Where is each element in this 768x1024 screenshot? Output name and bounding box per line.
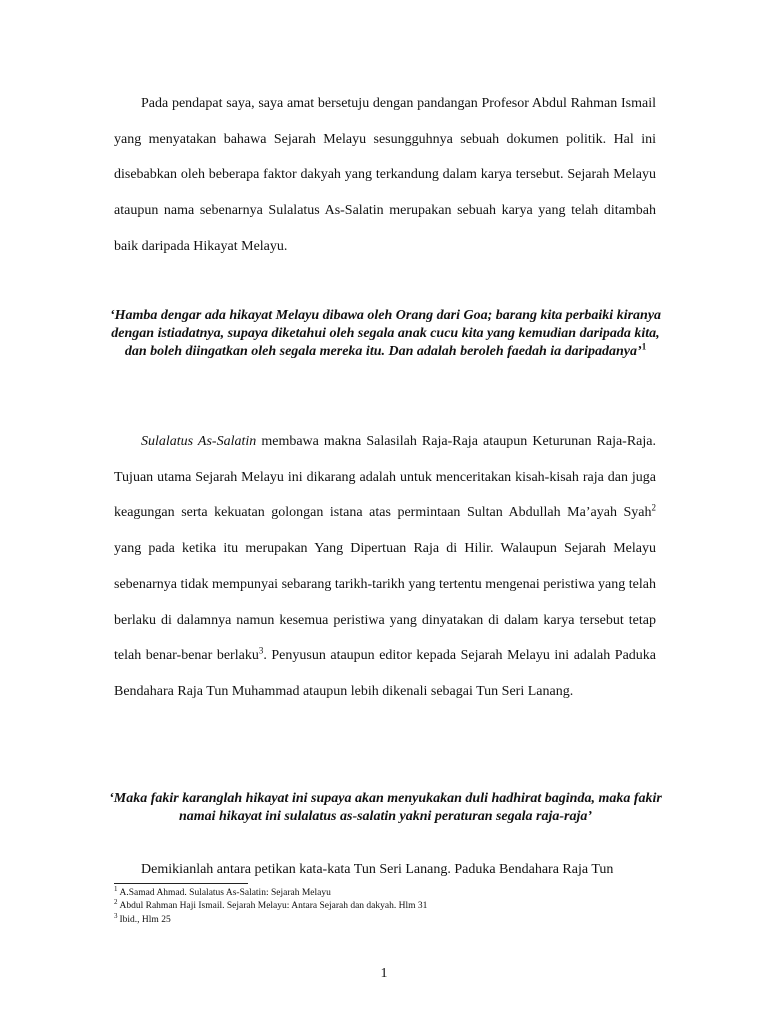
footnote-ref-2[interactable]: 2 [651, 502, 656, 513]
quote-2-text: ‘Maka fakir karanglah hikayat ini supaya akan menyukakan duli hadhirat baginda, maka fakir namai hikayat ini sulalatus as-salatin yakni peraturan segala raja-raja’ [109, 791, 662, 825]
paragraph-2-part-3: . Penyusun ataupun editor kepada Sejarah Melayu ini adalah Paduka Bendahara Raja Tun Muhammad ataupun lebih dikenali sebagai Tun Seri Lanang. [114, 648, 656, 699]
quote-1-text: ‘Hamba dengar ada hikayat Melayu dibawa oleh Orang dari Goa; barang kita perbaiki kiranya dengan istiadatnya, supaya diketahui oleh segala anak cucu kita yang kemudian daripada kita, dan boleh diingatkan oleh segala mereka itu. Dan adalah beroleh faedah ia daripadanya’ [109, 308, 662, 360]
paragraph-2-part-1: membawa makna Salasilah Raja-Raja ataupun Keturunan Raja-Raja. Tujuan utama Sejarah Melayu ini dikarang adalah untuk menceritakan kisah-kisah raja dan juga keagungan serta kekuatan golongan istana atas permintaan Sultan Abdullah Ma’ayah Syah [114, 434, 656, 521]
footnote-separator [114, 883, 248, 884]
footnote-text: Abdul Rahman Haji Ismail. Sejarah Melayu: Antara Sejarah dan dakyah. Hlm 31 [119, 901, 428, 912]
footnote-number: 1 [114, 884, 118, 893]
paragraph-1-text: Pada pendapat saya, saya amat bersetuju dengan pandangan Profesor Abdul Rahman Ismail yang menyatakan bahawa Sejarah Melayu sesungguhnya sebuah dokumen politik. Hal ini disebabkan oleh beberapa faktor dakyah yang terkandung dalam karya tersebut. Sejarah Melayu ataupun nama sebenarnya Sulalatus As-Salatin merupakan sebuah karya yang telah ditambah baik daripada Hikayat Melayu. [114, 96, 656, 254]
paragraph-2-part-2: yang pada ketika itu merupakan Yang Dipertuan Raja di Hilir. Walaupun Sejarah Melayu sebenarnya tidak mempunyai sebarang tarikh-tarikh yang tertentu mengenai peristiwa yang telah berlaku di dalamnya namun kesemua peristiwa yang dinyatakan di dalam karya tersebut tetap telah benar-benar berlaku [114, 541, 656, 664]
footnote-item [114, 900, 634, 913]
page-number: 1 [380, 966, 388, 981]
paragraph-3-text: Demikianlah antara petikan kata-kata Tun Seri Lanang. Paduka Bendahara Raja Tun [141, 862, 614, 877]
footnote-text: A.Samad Ahmad. Sulalatus As-Salatin: Sejarah Melayu [119, 888, 331, 898]
footnotes-list [114, 884, 634, 927]
footnote-number: 2 [114, 898, 118, 907]
footnote-ref-3[interactable]: 3 [258, 645, 264, 656]
footnote-text: Ibid., Hlm 25 [119, 914, 171, 925]
footnote-item [114, 884, 634, 900]
block-quote-2 [108, 790, 663, 826]
book-title-italic: Sulalatus As-Salatin [141, 434, 257, 449]
footnote-ref-1[interactable]: 1 [641, 341, 647, 352]
body-paragraph-1 [114, 86, 656, 265]
body-paragraph-2 [114, 424, 656, 710]
footnote-item [114, 911, 634, 927]
block-quote-1 [108, 307, 663, 362]
footnote-number: 3 [114, 911, 118, 920]
